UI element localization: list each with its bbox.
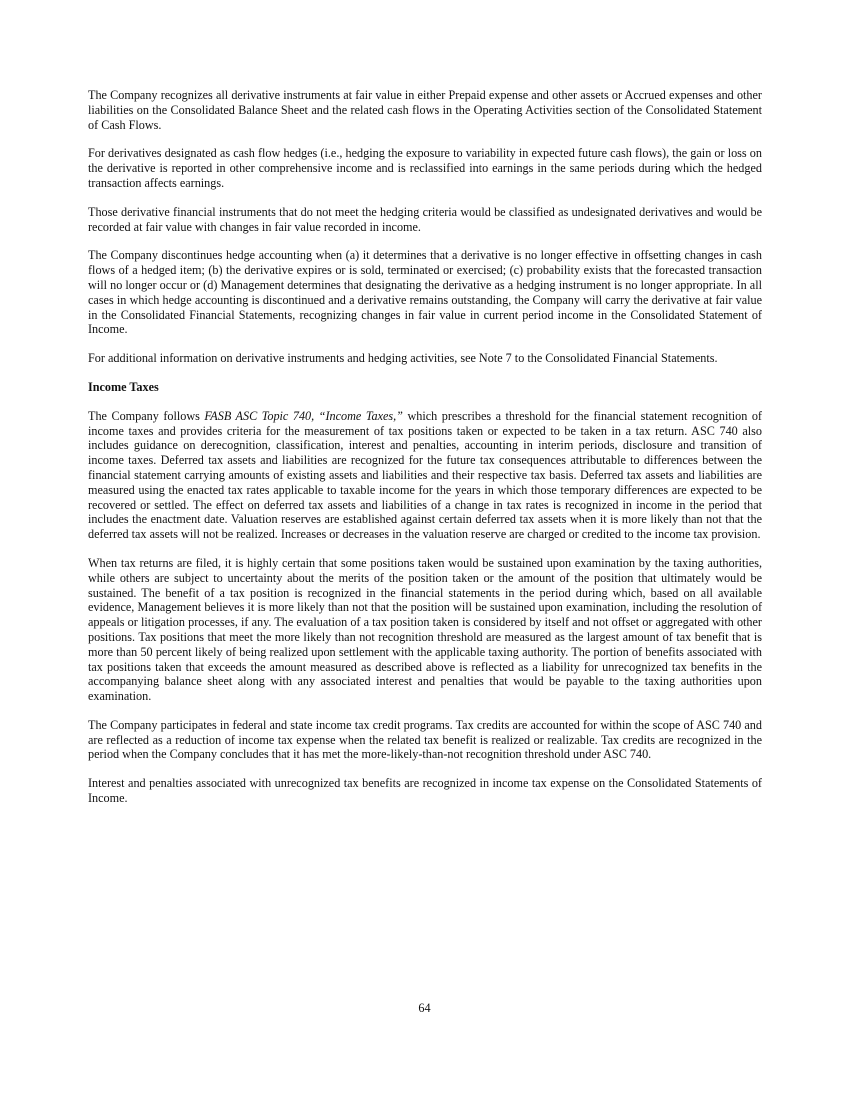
paragraph-derivative-recognition: The Company recognizes all derivative instruments at fair value in either Prepaid expense and other assets or Accrued expenses and other liabilities on the Consolidated Balance Sheet and the related cash flows in the Operating Activities section of the Consolidated Statement of Cash Flows. xyxy=(88,88,762,132)
intro-text-citation: FASB ASC Topic 740, “Income Taxes,” xyxy=(204,408,403,423)
paragraph-uncertain-tax-positions: When tax returns are filed, it is highly certain that some positions taken would be sustained upon examination by the taxing authorities, while others are subject to uncertainty about the merits of the position taken or the amount of the position that ultimately would be sustained. The benefit of a tax position is recognized in the financial statements in the period during which, based on all available evidence, Management believes it is more likely than not that the position will be sustained upon examination, including the resolution of appeals or litigation processes, if any. The evaluation of a tax position taken is considered by itself and not offset or aggregated with other positions. Tax positions that meet the more likely than not recognition threshold are measured as the largest amount of tax benefit that is more than 50 percent likely of being realized upon settlement with the applicable taxing authority. The portion of benefits associated with tax positions taken that exceeds the amount measured as described above is reflected as a liability for unrecognized tax benefits in the accompanying balance sheet along with any associated interest and penalties that would be payable to the taxing authorities upon examination. xyxy=(88,555,762,704)
intro-text-after: which prescribes a threshold for the financial statement recognition of income taxes and provides criteria for the measurement of tax positions taken or expected to be taken in a tax return. ASC 740 also includes guidance on derecognition, classification, interest and penalties, accounting in interim periods, disclosure and transition of income taxes. Deferred tax assets and liabilities are recognized for the future tax consequences attributable to differences between the financial statement carrying amounts of existing assets and liabilities and their respective tax basis. Deferred tax assets and liabilities are measured using the enacted tax rates applicable to taxable income for the years in which those temporary differences are expected to be recovered or settled. The effect on deferred tax assets and liabilities of a change in tax rates is recognized in income in the period that includes the enactment date. Valuation reserves are established against certain deferred tax assets when it is more likely than not that the deferred tax assets will not be realized. Increases or decreases in the valuation reserve are charged or credited to the income tax provision. xyxy=(88,408,762,542)
paragraph-income-taxes-intro xyxy=(88,409,762,542)
paragraph-undesignated-derivatives: Those derivative financial instruments that do not meet the hedging criteria would be classified as undesignated derivatives and would be recorded at fair value with changes in fair value recorded in income. xyxy=(88,204,762,234)
paragraph-cash-flow-hedges: For derivatives designated as cash flow hedges (i.e., hedging the exposure to variability in expected future cash flows), the gain or loss on the derivative is reported in other comprehensive income and is reclassified into earnings in the same periods during which the hedged transaction affects earnings. xyxy=(88,146,762,190)
document-page xyxy=(88,88,762,820)
page-number: 64 xyxy=(418,1001,431,1015)
paragraph-tax-credit-programs: The Company participates in federal and state income tax credit programs. Tax credits are accounted for within the scope of ASC 740 and are reflected as a reduction of income tax expense when the related tax benefit is realized or realizable. Tax credits are recognized in the period when the Company concludes that it has met the more-likely-than-not recognition threshold under ASC 740. xyxy=(88,717,762,762)
paragraph-additional-information: For additional information on derivative instruments and hedging activities, see Note 7 to the Consolidated Financial Statements. xyxy=(88,351,718,366)
paragraph-interest-and-penalties: Interest and penalties associated with unrecognized tax benefits are recognized in income tax expense on the Consolidated Statements of Income. xyxy=(88,776,762,806)
intro-text-before: The Company follows xyxy=(88,408,205,423)
paragraph-discontinue-hedge-accounting: The Company discontinues hedge accounting when (a) it determines that a derivative is no longer effective in offsetting changes in cash flows of a hedged item; (b) the derivative expires or is sold, terminated or exercised; (c) probability exists that the forecasted transaction will no longer occur or (d) Management determines that designating the derivative as a hedging instrument is no longer appropriate. In all cases in which hedge accounting is discontinued and a derivative remains outstanding, the Company will carry the derivative at fair value in the Consolidated Financial Statements, recognizing changes in fair value in current period income in the Consolidated Statement of Income. xyxy=(88,248,762,337)
section-heading-income-taxes: Income Taxes xyxy=(88,379,159,394)
